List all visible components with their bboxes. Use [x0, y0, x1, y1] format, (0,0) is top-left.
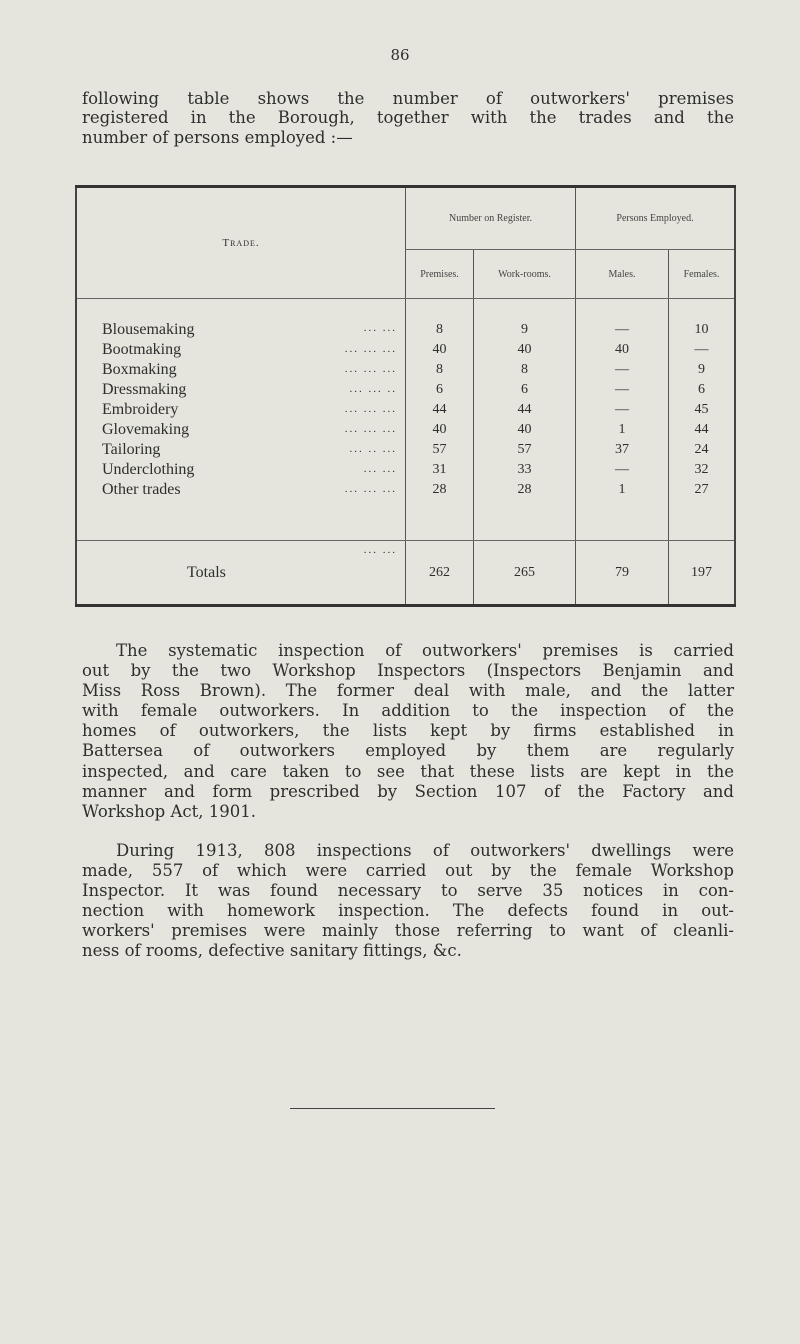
text-line: inspected, and care taken to see that these lists are kept in the	[82, 761, 734, 781]
total-workrooms: 265	[474, 540, 576, 605]
table-row	[76, 400, 735, 420]
cell-workrooms: 44	[474, 400, 576, 420]
inspections-1913-paragraph	[82, 841, 734, 962]
cell-premises: 6	[406, 380, 474, 400]
text-line: number of persons employed :—	[82, 127, 353, 147]
table-row	[76, 460, 735, 480]
cell-males: —	[576, 360, 669, 380]
cell-males: 37	[576, 440, 669, 460]
cell-males: —	[576, 380, 669, 400]
text-line: manner and form prescribed by Section 107 of the Factory and	[82, 781, 734, 801]
table-row	[76, 480, 735, 500]
cell-males: 40	[576, 340, 669, 360]
cell-males: 1	[576, 480, 669, 500]
leader-dots: ... .. ...	[349, 442, 397, 455]
leader-dots: ... ...	[363, 322, 397, 335]
text-line: made, 557 of which were carried out by the female Workshop	[82, 861, 734, 881]
cell-premises: 44	[406, 400, 474, 420]
cell-workrooms: 28	[474, 480, 576, 500]
table-row	[76, 420, 735, 440]
table-row	[76, 440, 735, 460]
leader-dots: ... ... ..	[349, 382, 397, 395]
cell-males: —	[576, 319, 669, 339]
total-premises: 262	[406, 540, 474, 605]
cell-premises: 31	[406, 460, 474, 480]
text-line: ness of rooms, defective sanitary fittings, &c.	[82, 941, 462, 961]
text-line: Battersea of outworkers employed by them are regularly	[82, 741, 734, 761]
text-line: During 1913, 808 inspections of outworkers' dwellings were	[116, 841, 734, 860]
trade-name: Bootmaking	[102, 341, 182, 359]
cell-females: 44	[669, 420, 736, 440]
cell-females: 27	[669, 480, 736, 500]
total-females: 197	[669, 540, 736, 605]
text-line: Workshop Act, 1901.	[82, 801, 257, 821]
trade-name: Boxmaking	[102, 361, 177, 379]
cell-premises: 40	[406, 420, 474, 440]
text-line: homes of outworkers, the lists kept by firms established in	[82, 721, 734, 741]
cell-workrooms: 33	[474, 460, 576, 480]
cell-females: 32	[669, 460, 736, 480]
cell-premises: 8	[406, 319, 474, 339]
cell-premises: 8	[406, 360, 474, 380]
table-row	[76, 340, 735, 360]
cell-females: 6	[669, 380, 736, 400]
trade-name: Dressmaking	[102, 381, 187, 399]
cell-workrooms: 8	[474, 360, 576, 380]
leader-dots: ... ... ...	[344, 422, 397, 435]
cell-premises: 57	[406, 440, 474, 460]
text-line: workers' premises were mainly those referring to want of cleanli-	[82, 921, 734, 941]
leader-dots: ... ...	[363, 543, 397, 556]
page-number: 86	[390, 46, 410, 64]
header-males: Males.	[576, 250, 669, 299]
header-workrooms: Work-rooms.	[474, 250, 576, 299]
table-row	[76, 319, 735, 339]
totals-label: Totals	[187, 563, 226, 581]
cell-workrooms: 9	[474, 319, 576, 339]
cell-females: 10	[669, 319, 736, 339]
intro-paragraph	[82, 89, 734, 147]
total-males: 79	[576, 540, 669, 605]
cell-workrooms: 57	[474, 440, 576, 460]
table-row	[76, 380, 735, 400]
cell-workrooms: 6	[474, 380, 576, 400]
inspection-paragraph	[82, 641, 734, 822]
header-number-on-register: Number on Register.	[406, 187, 576, 250]
section-divider	[290, 1108, 495, 1109]
trade-name: Embroidery	[102, 401, 179, 419]
outworkers-table	[75, 185, 736, 607]
trade-name: Blousemaking	[102, 320, 195, 338]
header-premises: Premises.	[406, 250, 474, 299]
cell-females: —	[669, 340, 736, 360]
leader-dots: ... ... ...	[344, 342, 397, 355]
table-row	[76, 360, 735, 380]
text-line: Inspector. It was found necessary to serve 35 notices in con-	[82, 881, 734, 901]
text-line: Miss Ross Brown). The former deal with male, and the latter	[82, 681, 734, 701]
text-line: following table shows the number of outworkers' premises	[82, 89, 734, 108]
header-persons-employed: Persons Employed.	[576, 187, 736, 250]
cell-females: 24	[669, 440, 736, 460]
cell-males: —	[576, 400, 669, 420]
trade-name: Glovemaking	[102, 421, 190, 439]
leader-dots: ... ... ...	[344, 482, 397, 495]
text-line: registered in the Borough, together with the trades and the	[82, 108, 734, 128]
leader-dots: ... ... ...	[344, 362, 397, 375]
header-trade: Trade.	[76, 187, 406, 299]
trade-name: Other trades	[102, 481, 181, 499]
totals-row	[76, 540, 735, 605]
text-line: nection with homework inspection. The defects found in out-	[82, 901, 734, 921]
cell-workrooms: 40	[474, 420, 576, 440]
cell-premises: 28	[406, 480, 474, 500]
header-females: Females.	[669, 250, 736, 299]
leader-dots: ... ... ...	[344, 402, 397, 415]
trade-name: Underclothing	[102, 461, 195, 479]
text-line: with female outworkers. In addition to the inspection of the	[82, 701, 734, 721]
cell-workrooms: 40	[474, 340, 576, 360]
leader-dots: ... ...	[363, 462, 397, 475]
cell-males: 1	[576, 420, 669, 440]
cell-females: 9	[669, 360, 736, 380]
text-line: out by the two Workshop Inspectors (Inspectors Benjamin and	[82, 661, 734, 681]
cell-males: —	[576, 460, 669, 480]
cell-premises: 40	[406, 340, 474, 360]
trade-name: Tailoring	[102, 441, 161, 459]
text-line: The systematic inspection of outworkers' premises is carried	[116, 641, 734, 660]
cell-females: 45	[669, 400, 736, 420]
